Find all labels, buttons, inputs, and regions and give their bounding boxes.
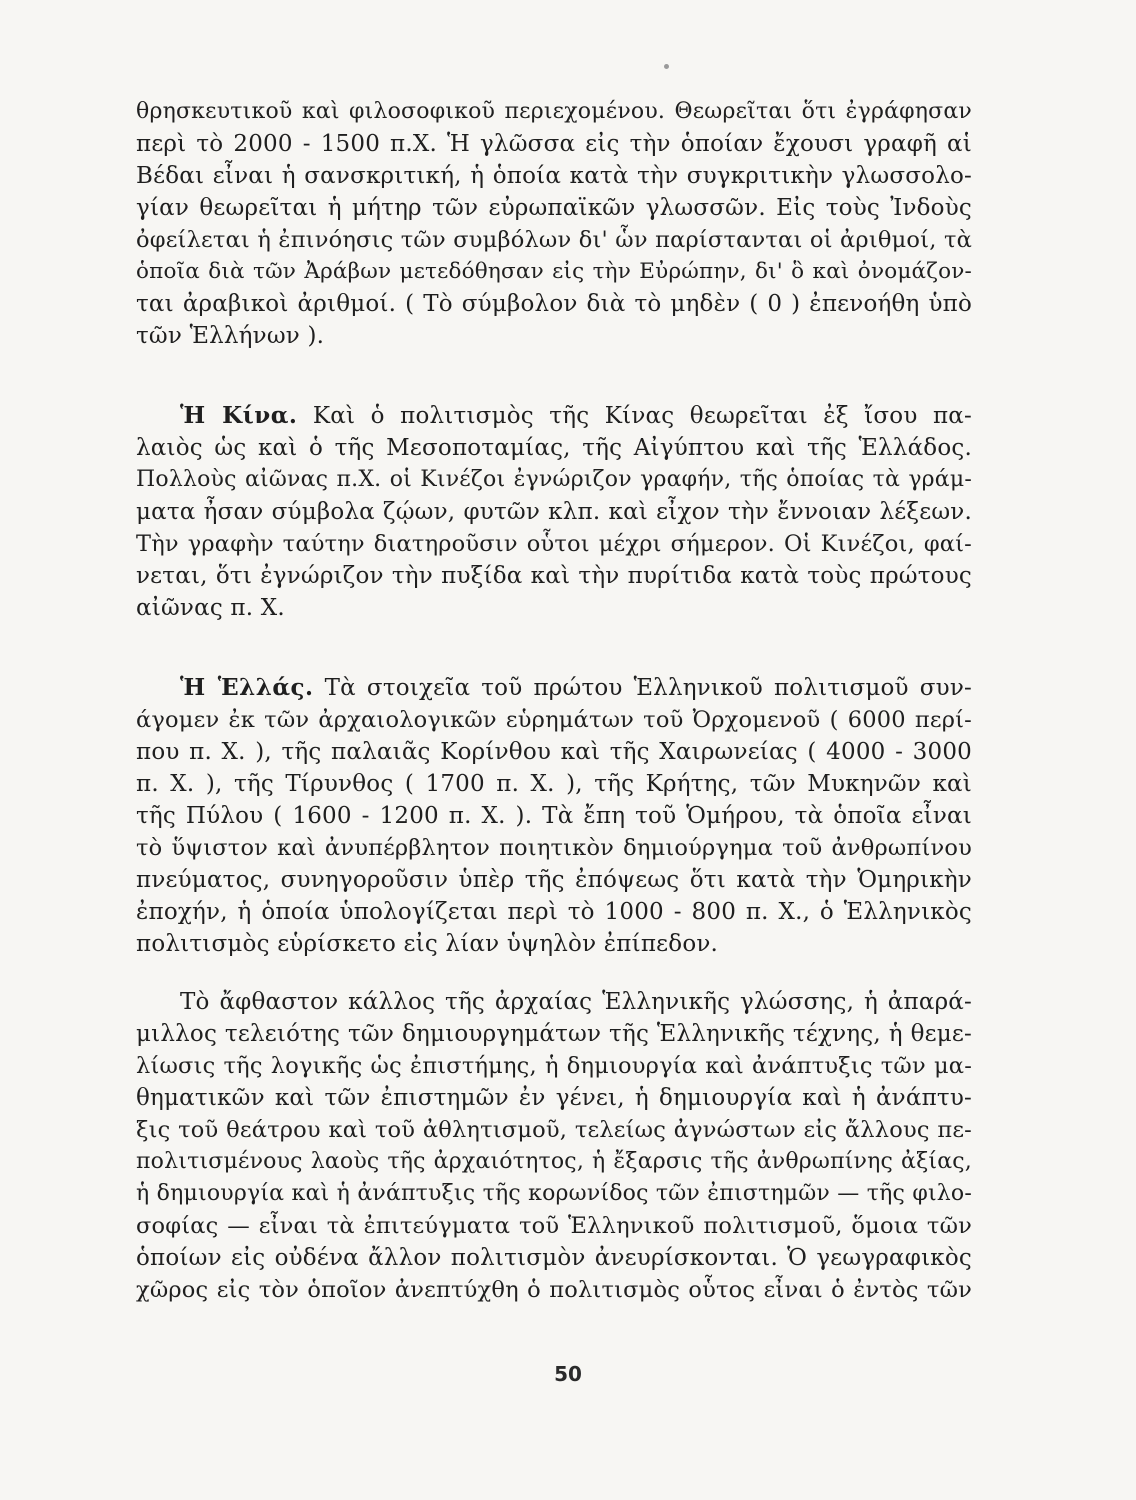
text-line: αἰῶνας π. Χ. (136, 595, 285, 621)
text-line: ἡ δημιουργία καὶ ἡ ἀνάπτυξις τῆς κορωνίδος τῶν ἐπιστημῶν — τῆς φιλο- (136, 1181, 972, 1206)
section-first-line (136, 672, 972, 704)
paragraph-china (136, 400, 972, 624)
text-line: γίαν θεωρεῖται ἡ μήτηρ τῶν εὐρωπαϊκῶν γλωσσῶν. Εἰς τοὺς Ἰνδοὺς (136, 195, 972, 221)
text-line: θηματικῶν καὶ τῶν ἐπιστημῶν ἐν γένει, ἡ δημιουργία καὶ ἡ ἀνάπτυ- (136, 1085, 972, 1111)
text-line: πνεύματος, συνηγοροῦσιν ὑπὲρ τῆς ἐπόψεως ὅτι κατὰ τὴν Ὁμηρικὴν (136, 867, 972, 893)
paragraph-greek-achievements (136, 986, 972, 1306)
text-line: πολιτισμένους λαοὺς τῆς ἀρχαιότητος, ἡ ἔξαρσις τῆς ἀνθρωπίνης ἀξίας, (136, 1149, 972, 1174)
paragraph-india-continued (136, 96, 972, 352)
text-line: ματα ἦσαν σύμβολα ζῴων, φυτῶν κλπ. καὶ εἶχον τὴν ἔννοιαν λέξεων. (136, 499, 972, 525)
text-line: σοφίας — εἶναι τὰ ἐπιτεύγματα τοῦ Ἑλληνικοῦ πολιτισμοῦ, ὅμοια τῶν (136, 1213, 972, 1239)
text-run: Τὰ στοιχεῖα τοῦ πρώτου Ἑλληνικοῦ πολιτισμοῦ συν- (324, 675, 973, 701)
text-line: Τὴν γραφὴν ταύτην διατηροῦσιν οὗτοι μέχρι σήμερον. Οἱ Κινέζοι, φαί- (136, 531, 972, 557)
paragraph-greece (136, 672, 972, 960)
text-line: ἐποχήν, ἡ ὁποία ὑπολογίζεται περὶ τὸ 1000 - 800 π. Χ., ὁ Ἑλληνικὸς (136, 899, 972, 925)
paper-speck (664, 64, 669, 69)
text-line: νεται, ὅτι ἐγνώριζον τὴν πυξίδα καὶ τὴν πυρίτιδα κατὰ τοὺς πρώτους (136, 563, 972, 589)
text-line: τὸ ὕψιστον καὶ ἀνυπέρβλητον ποιητικὸν δημιούργημα τοῦ ἀνθρωπίνου (136, 835, 972, 861)
section-first-line (136, 400, 972, 432)
page-number: 50 (554, 1362, 582, 1386)
text-line: ξις τοῦ θεάτρου καὶ τοῦ ἀθλητισμοῦ, τελείως ἀγνώστων εἰς ἄλλους πε- (136, 1117, 972, 1143)
text-line: χῶρος εἰς τὸν ὁποῖον ἀνεπτύχθη ὁ πολιτισμὸς οὗτος εἶναι ὁ ἐντὸς τῶν (136, 1277, 972, 1303)
text-line: π. Χ. ), τῆς Τίρυνθος ( 1700 π. Χ. ), τῆς Κρήτης, τῶν Μυκηνῶν καὶ (136, 771, 972, 797)
text-line: θρησκευτικοῦ καὶ φιλοσοφικοῦ περιεχομένου. Θεωρεῖται ὅτι ἐγράφησαν (136, 99, 972, 124)
text-run: Καὶ ὁ πολιτισμὸς τῆς Κίνας θεωρεῖται ἐξ ἴσου πα- (312, 403, 972, 429)
text-line: που π. Χ. ), τῆς παλαιᾶς Κορίνθου καὶ τῆς Χαιρωνείας ( 4000 - 3000 (136, 739, 972, 765)
section-heading-china: Ἡ Κίνα. (180, 402, 298, 429)
text-line: ται ἀραβικοὶ ἀριθμοί. ( Τὸ σύμβολον διὰ τὸ μηδὲν ( 0 ) ἐπενοήθη ὑπὸ (136, 291, 972, 317)
text-line: μιλλος τελειότης τῶν δημιουργημάτων τῆς Ἑλληνικῆς τέχνης, ἡ θεμε- (136, 1021, 972, 1047)
text-line: τῶν Ἑλλήνων ). (136, 323, 325, 349)
text-line: Πολλοὺς αἰῶνας π.Χ. οἱ Κινέζοι ἐγνώριζον γραφήν, τῆς ὁποίας τὰ γράμ- (136, 467, 972, 492)
text-line: Βέδαι εἶναι ἡ σανσκριτική, ἡ ὁποία κατὰ τὴν συγκριτικὴν γλωσσολο- (136, 163, 972, 189)
text-line: λίωσις τῆς λογικῆς ὡς ἐπιστήμης, ἡ δημιουργία καὶ ἀνάπτυξις τῶν μα- (136, 1053, 972, 1079)
text-line: ὁποίων εἰς οὐδένα ἄλλον πολιτισμὸν ἀνευρίσκονται. Ὁ γεωγραφικὸς (136, 1245, 972, 1271)
text-line: ὁποῖα διὰ τῶν Ἀράβων μετεδόθησαν εἰς τὴν Εὐρώπην, δι' ὃ καὶ ὀνομάζον- (136, 259, 972, 284)
text-line: τῆς Πύλου ( 1600 - 1200 π. Χ. ). Τὰ ἔπη τοῦ Ὁμήρου, τὰ ὁποῖα εἶναι (136, 803, 972, 829)
text-line: λαιὸς ὡς καὶ ὁ τῆς Μεσοποταμίας, τῆς Αἰγύπτου καὶ τῆς Ἑλλάδος. (136, 435, 972, 461)
text-line: ὀφείλεται ἡ ἐπινόησις τῶν συμβόλων δι' ὧν παρίστανται οἱ ἀριθμοί, τὰ (136, 227, 972, 253)
text-line: Τὸ ἄφθαστον κάλλος τῆς ἀρχαίας Ἑλληνικῆς γλώσσης, ἡ ἀπαρά- (180, 989, 972, 1015)
text-line: άγομεν ἐκ τῶν ἀρχαιολογικῶν εὑρημάτων τοῦ Ὀρχομενοῦ ( 6000 περί- (136, 707, 972, 733)
text-line: περὶ τὸ 2000 - 1500 π.Χ. Ἡ γλῶσσα εἰς τὴν ὁποίαν ἔχουσι γραφῆ αἱ (136, 131, 972, 157)
section-heading-greece: Ἡ Ἑλλάς. (180, 674, 314, 701)
text-line: πολιτισμὸς εὑρίσκετο εἰς λίαν ὑψηλὸν ἐπίπεδον. (136, 931, 719, 957)
